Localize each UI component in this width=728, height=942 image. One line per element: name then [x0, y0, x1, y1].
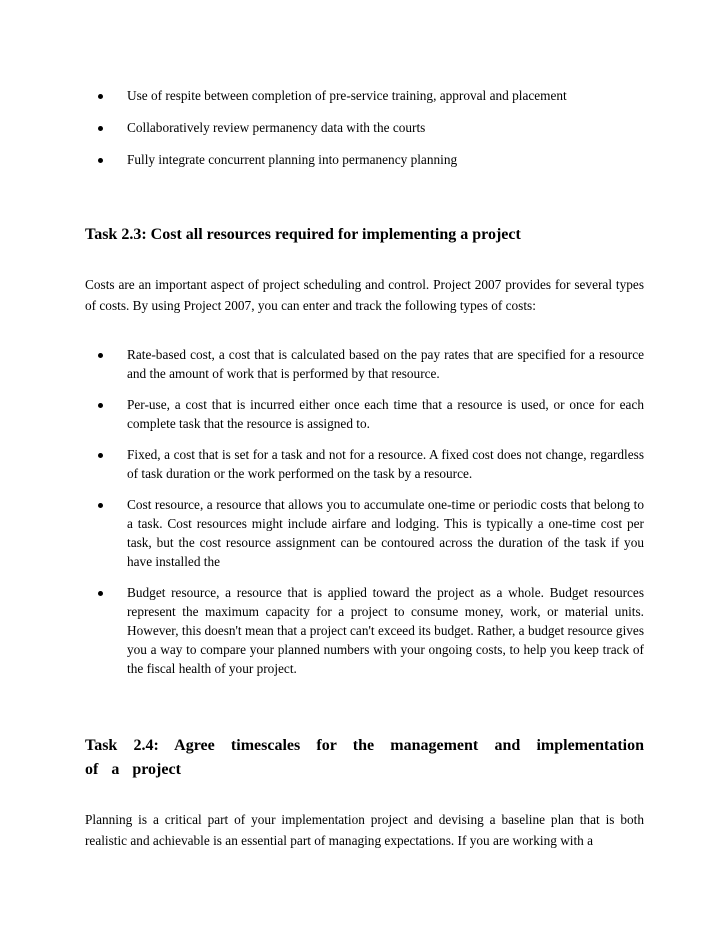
- bullet-icon: [98, 453, 103, 458]
- list-item: [96, 345, 644, 383]
- list-item-text: Fully integrate concurrent planning into permanency planning: [127, 152, 458, 167]
- bullet-icon: [98, 353, 103, 358]
- list-item-text: Rate-based cost, a cost that is calculated based on the pay rates that are specified for a resource and the amount of work that is performed by that resource.: [127, 347, 644, 381]
- task-2-4-heading: Task 2.4: Agree timescales for the management and implementation of a project: [85, 737, 644, 778]
- list-item: [96, 86, 644, 105]
- list-item: [96, 118, 644, 137]
- list-item: [96, 395, 644, 433]
- permanency-bullet-list: [96, 86, 644, 182]
- cost-types-list: [96, 345, 644, 690]
- bullet-icon: [98, 591, 103, 596]
- list-item-text: Collaboratively review permanency data with the courts: [127, 120, 426, 135]
- list-item: [96, 150, 644, 169]
- bullet-icon: [98, 158, 103, 163]
- list-item-text: Per-use, a cost that is incurred either once each time that a resource is used, or once for each complete task that the resource is assigned to.: [127, 397, 644, 431]
- planning-intro-paragraph: Planning is a critical part of your implementation project and devising a baseline plan that is both realistic and achievable is an essential part of managing expectations. If you are working with a: [85, 812, 644, 848]
- bullet-icon: [98, 94, 103, 99]
- bullet-icon: [98, 126, 103, 131]
- bullet-icon: [98, 403, 103, 408]
- task-2-3-heading: Task 2.3: Cost all resources required for implementing a project: [85, 226, 521, 243]
- list-item-text: Fixed, a cost that is set for a task and not for a resource. A fixed cost does not change, regardless of task duration or the work performed on the task by a resource.: [127, 447, 644, 481]
- list-item: [96, 495, 644, 571]
- list-item-text: Use of respite between completion of pre-service training, approval and placement: [127, 88, 567, 103]
- costs-intro-paragraph: Costs are an important aspect of project scheduling and control. Project 2007 provides for several types of costs. By using Project 2007, you can enter and track the following types of costs:: [85, 277, 644, 313]
- list-item: [96, 583, 644, 678]
- list-item-text: Budget resource, a resource that is applied toward the project as a whole. Budget resources represent the maximum capacity for a project to consume money, work, or material units. However, this doesn't mean that a project can't exceed its budget. Rather, a budget resource gives you a way to compare your planned numbers with your ongoing costs, to help you keep track of the fiscal health of your project.: [127, 585, 644, 676]
- bullet-icon: [98, 503, 103, 508]
- list-item-text: Cost resource, a resource that allows you to accumulate one-time or periodic costs that belong to a task. Cost resources might include airfare and lodging. This is typically a one-time cost per task, but the cost resource assignment can be contoured across the duration of the task if you have installed the: [127, 497, 644, 569]
- list-item: [96, 445, 644, 483]
